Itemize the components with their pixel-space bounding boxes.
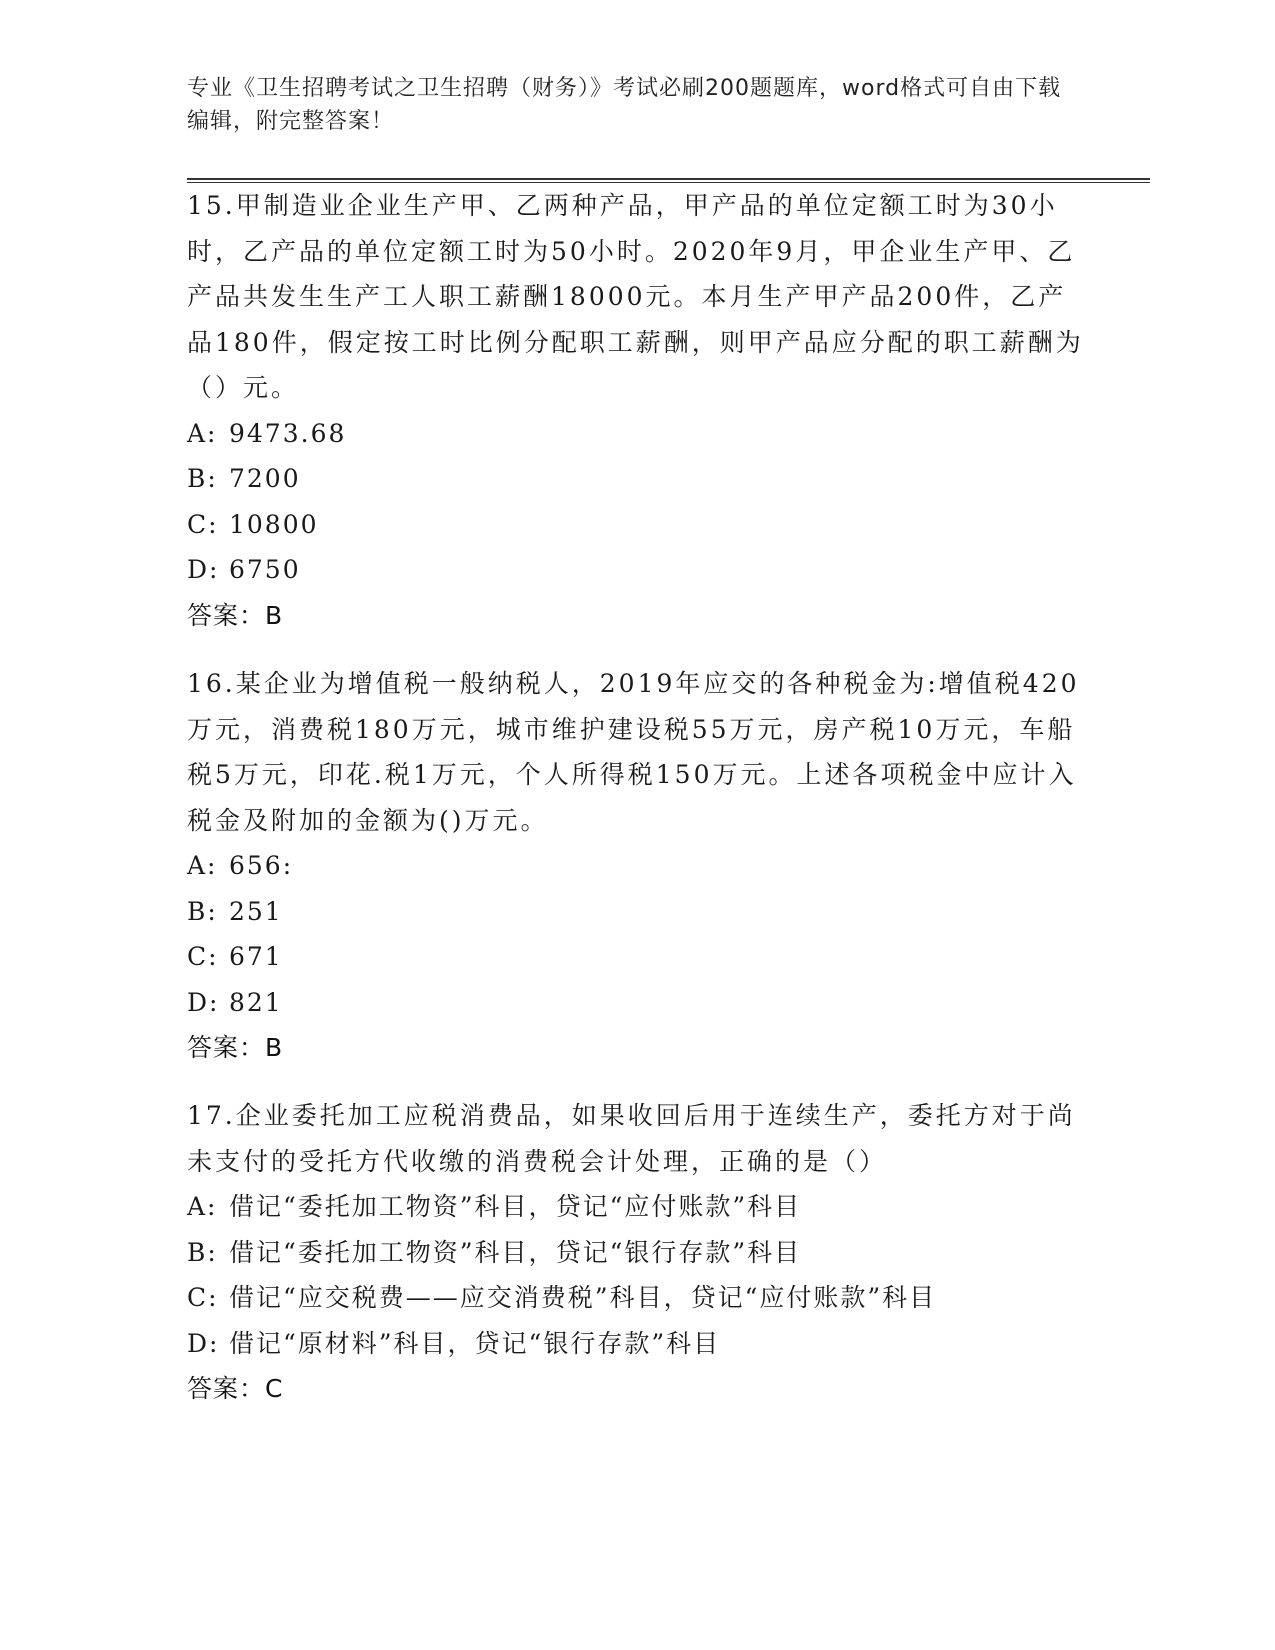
option-letter: B: [187,1237,218,1267]
option-b [187,1230,1087,1276]
option-letter: B: [187,464,218,493]
option-a [187,1184,1087,1230]
option-text: 借记“委托加工物资”科目，贷记“银行存款”科目 [229,1237,802,1267]
question-16 [187,661,1087,1071]
option-letter: B: [187,896,218,926]
answer-label: 答案：B [187,600,284,630]
option-letter: D: [187,987,220,1017]
option-text: 9473.68 [229,418,347,448]
option-c [187,1275,1087,1321]
option-text: 10800 [229,509,319,539]
option-d [187,980,1087,1026]
document-header [187,72,1067,138]
option-a [187,411,1087,457]
option-letter: D: [187,555,220,584]
option-letter: A: [187,851,218,880]
option-letter: C: [187,942,219,971]
option-letter: D: [187,1328,220,1358]
option-text: 656: [229,851,294,880]
answer-label: 答案：B [187,1033,284,1062]
option-text: 671 [229,942,283,971]
option-d [187,547,1087,593]
option-c [187,502,1087,548]
option-letter: A: [187,1192,218,1221]
option-letter: C: [187,509,219,539]
option-text: 借记“原材料”科目，贷记“银行存款”科目 [229,1328,721,1358]
question-17 [187,1093,1087,1412]
answer-label: 答案：C [187,1374,284,1403]
question-15 [187,183,1087,638]
option-d [187,1321,1087,1367]
option-a [187,843,1087,889]
option-b [187,456,1087,502]
option-text: 6750 [229,555,301,584]
question-stem: 16.某企业为增值税一般纳税人，2019年应交的各种税金为:增值税420万元，消费税180万元，城市维护建设税55万元，房产税10万元，车船税5万元，印花.税1万元，个人所得税150万元。上述各项税金中应计入税金及附加的金额为()万元。 [187,669,1080,835]
option-text: 251 [229,896,283,926]
question-stem: 15.甲制造业企业生产甲、乙两种产品，甲产品的单位定额工时为30小时，乙产品的单位定额工时为50小时。2020年9月，甲企业生产甲、乙产品共发生生产工人职工薪酬18000元。本月生产甲产品200件，乙产品180件，假定按工时比例分配职工薪酬，则甲产品应分配的职工薪酬为（）元。 [187,191,1084,402]
question-stem: 17.企业委托加工应税消费品，如果收回后用于连续生产，委托方对于尚未支付的受托方代收缴的消费税会计处理，正确的是（） [187,1101,1076,1176]
option-text: 借记“应交税费——应交消费税”科目，贷记“应付账款”科目 [229,1283,937,1312]
option-letter: A: [187,418,218,448]
option-b [187,889,1087,935]
header-text: 专业《卫生招聘考试之卫生招聘（财务）》考试必刷200题题库，word格式可自由下载编辑，附完整答案！ [187,76,1062,134]
option-text: 借记“委托加工物资”科目，贷记“应付账款”科目 [229,1192,802,1221]
option-c [187,934,1087,980]
option-letter: C: [187,1283,219,1312]
option-text: 7200 [229,464,301,493]
option-text: 821 [229,987,283,1017]
